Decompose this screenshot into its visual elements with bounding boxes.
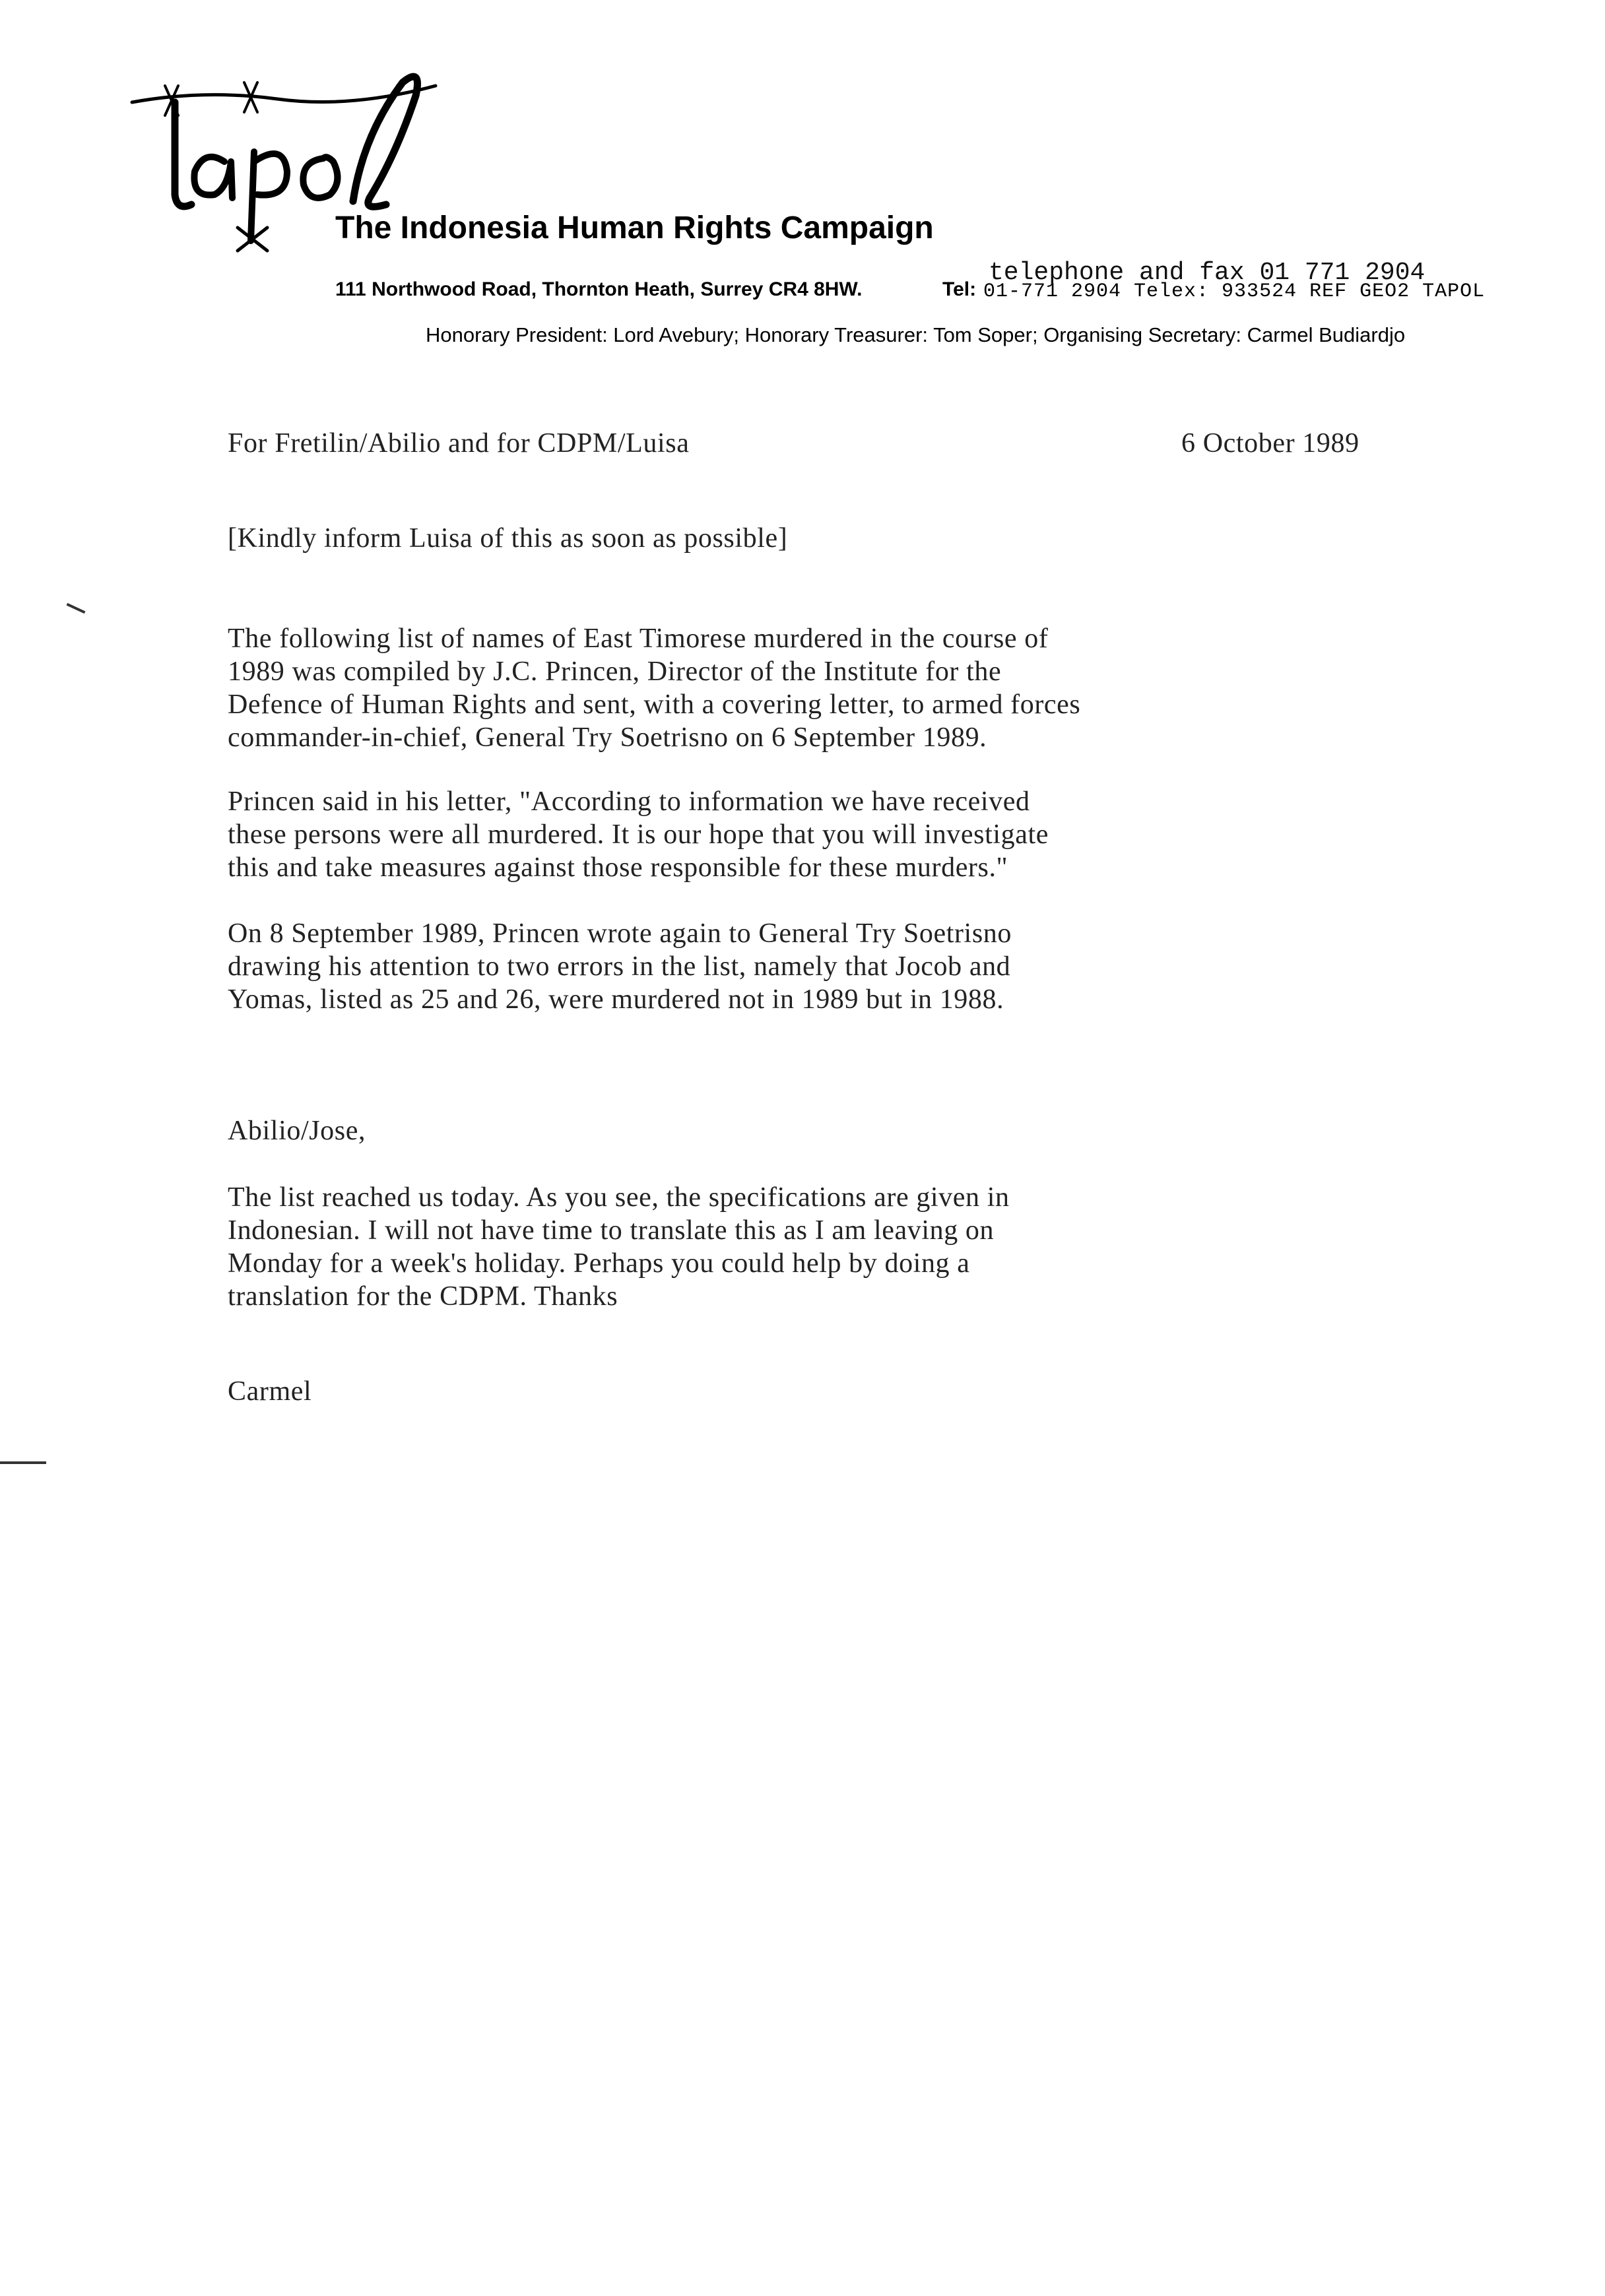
recipients: For Fretilin/Abilio and for CDPM/Luisa [228,428,690,459]
letter-date: 6 October 1989 [1181,428,1359,459]
org-address: 111 Northwood Road, Thornton Heath, Surrey CR4 8HW. [335,278,863,300]
paragraph-line: commander-in-chief, General Try Soetrisno on 6 September 1989. [228,722,987,753]
paragraph-line: Princen said in his letter, "According to information we have received [228,786,1030,817]
scan-mark [0,1461,46,1464]
paragraph-line: Monday for a week's holiday. Perhaps you could help by doing a [228,1248,970,1279]
paragraph-line: The list reached us today. As you see, the specifications are given in [228,1182,1010,1213]
scan-mark [67,603,86,614]
priority-note: [Kindly inform Luisa of this as soon as possible] [228,523,788,554]
paragraph-line: drawing his attention to two errors in the list, namely that Jocob and [228,951,1011,982]
paragraph-line: these persons were all murdered. It is our hope that you will investigate [228,819,1049,850]
old-contact-overstruck: 01-771 2904 Telex: 933524 REF GEO2 TAPOL [983,280,1486,303]
salutation: Abilio/Jose, [228,1116,366,1146]
paragraph-line: The following list of names of East Timorese murdered in the course of [228,623,1049,654]
paragraph-line: translation for the CDPM. Thanks [228,1281,618,1312]
paragraph-4 [228,1181,1010,1313]
org-name: The Indonesia Human Rights Campaign [335,210,934,245]
paragraph-line: On 8 September 1989, Princen wrote again to General Try Soetrisno [228,918,1012,949]
paragraph-3 [228,917,1012,1016]
paragraph-line: 1989 was compiled by J.C. Princen, Director of the Institute for the [228,656,1002,687]
paragraph-line: Yomas, listed as 25 and 26, were murdered not in 1989 but in 1988. [228,984,1004,1015]
paragraph-line: Indonesian. I will not have time to translate this as I am leaving on [228,1215,995,1246]
paragraph-line: Defence of Human Rights and sent, with a covering letter, to armed forces [228,689,1081,720]
paragraph-1 [228,622,1080,754]
paragraph-line: this and take measures against those responsible for these murders." [228,852,1008,883]
paragraph-2 [228,785,1049,884]
old-contact-label: Tel: [942,278,977,300]
org-officers: Honorary President: Lord Avebury; Honorary Treasurer: Tom Soper; Organising Secretary: Carmel Budiardjo [426,323,1406,346]
new-contact: telephone and fax 01 771 2904 [989,259,1425,287]
signature: Carmel [228,1376,312,1407]
